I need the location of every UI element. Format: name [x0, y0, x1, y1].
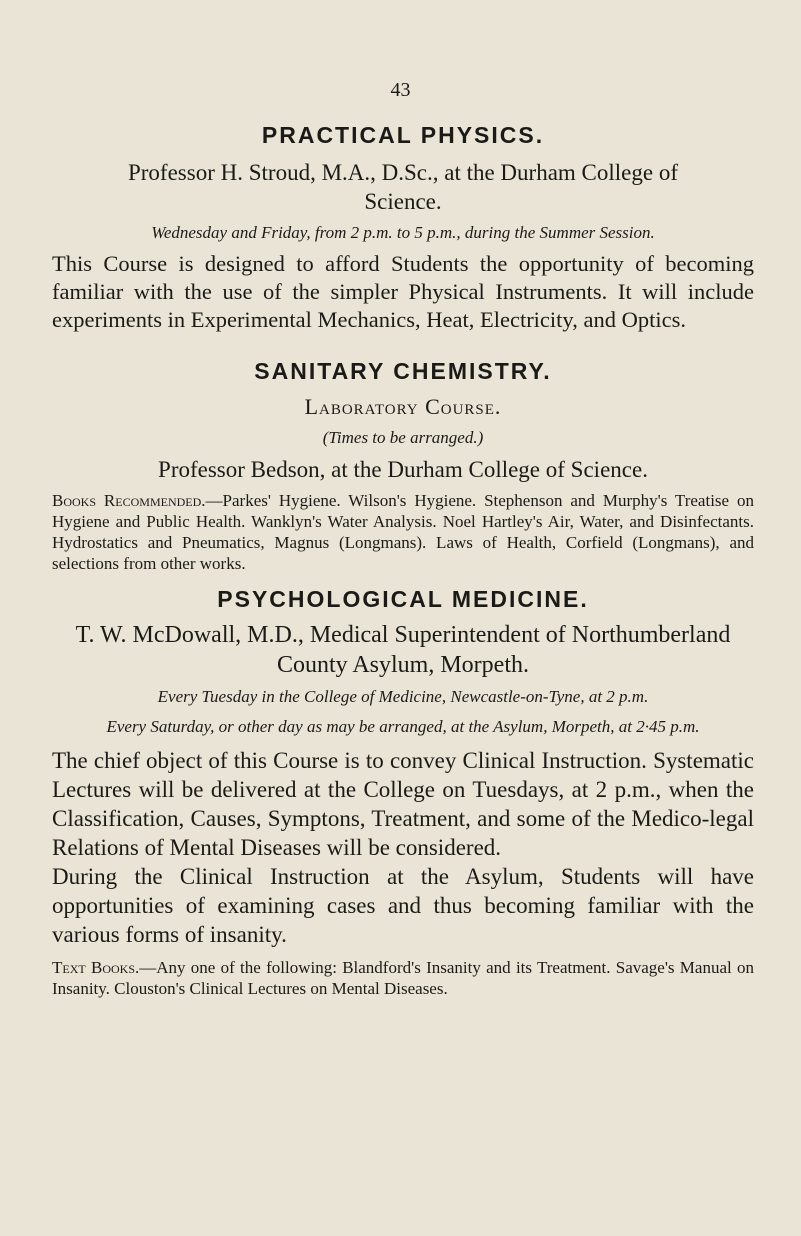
page-number: 43	[390, 79, 411, 101]
books-label: Books Recommended.	[52, 491, 206, 510]
physics-schedule: Wednesday and Friday, from 2 p.m. to 5 p.m., during the Summer Session.	[151, 223, 655, 242]
text-books-text: —Any one of the following: Blandford's Insanity and its Treatment. Savage's Manual on Insanity. Clouston's Clinical Lectures on Mental Diseases.	[52, 958, 754, 998]
chemistry-books	[52, 490, 754, 574]
text-books-label: Text Books.	[52, 958, 140, 977]
chemistry-professor: Professor Bedson, at the Durham College of Science.	[158, 457, 648, 482]
practical-physics-heading: PRACTICAL PHYSICS.	[261, 122, 545, 148]
medicine-schedule-tuesday: Every Tuesday in the College of Medicine, Newcastle-on-Tyne, at 2 p.m.	[157, 687, 649, 706]
physics-description: This Course is designed to afford Students the opportunity of becoming familiar with the use of the simpler Physical Instruments. It will include experiments in Experimental Mechanics, Heat, Electricity, and Optics.	[52, 251, 754, 332]
laboratory-course-subheading: Laboratory Course.	[304, 394, 502, 419]
medicine-professor: T. W. McDowall, M.D., Medical Superintendent of Northumberland County Asylum, Morpeth.	[75, 622, 731, 678]
physics-professor: Professor H. Stroud, M.A., D.Sc., at the Durham College of Science.	[127, 160, 678, 214]
medicine-schedule-saturday: Every Saturday, or other day as may be arranged, at the Asylum, Morpeth, at 2·45 p.m.	[106, 717, 700, 736]
chemistry-times: (Times to be arranged.)	[322, 428, 484, 447]
psychological-medicine-heading: PSYCHOLOGICAL MEDICINE.	[217, 586, 589, 612]
page-content	[52, 120, 754, 999]
sanitary-chemistry-heading: SANITARY CHEMISTRY.	[254, 358, 552, 384]
books-text: —Parkes' Hygiene. Wilson's Hygiene. Stephenson and Murphy's Treatise on Hygiene and Public Health. Wanklyn's Water Analysis. Noel Hartley's Air, Water, and Disinfectants. Hydrostatics and Pneumatics, Magnus (Longmans). Laws of Health, Corfield (Longmans), and selections from other works.	[52, 491, 754, 573]
medicine-paragraph-2: During the Clinical Instruction at the Asylum, Students will have opportunities of examining cases and thus becoming familiar with the various forms of insanity.	[52, 864, 754, 947]
medicine-text-books	[52, 957, 754, 999]
medicine-paragraph-1: The chief object of this Course is to convey Clinical Instruction. Systematic Lectures will be delivered at the College on Tuesdays, at 2 p.m., when the Classification, Causes, Symptons, Treatment, and some of the Medico-legal Relations of Mental Diseases will be considered.	[52, 748, 754, 860]
